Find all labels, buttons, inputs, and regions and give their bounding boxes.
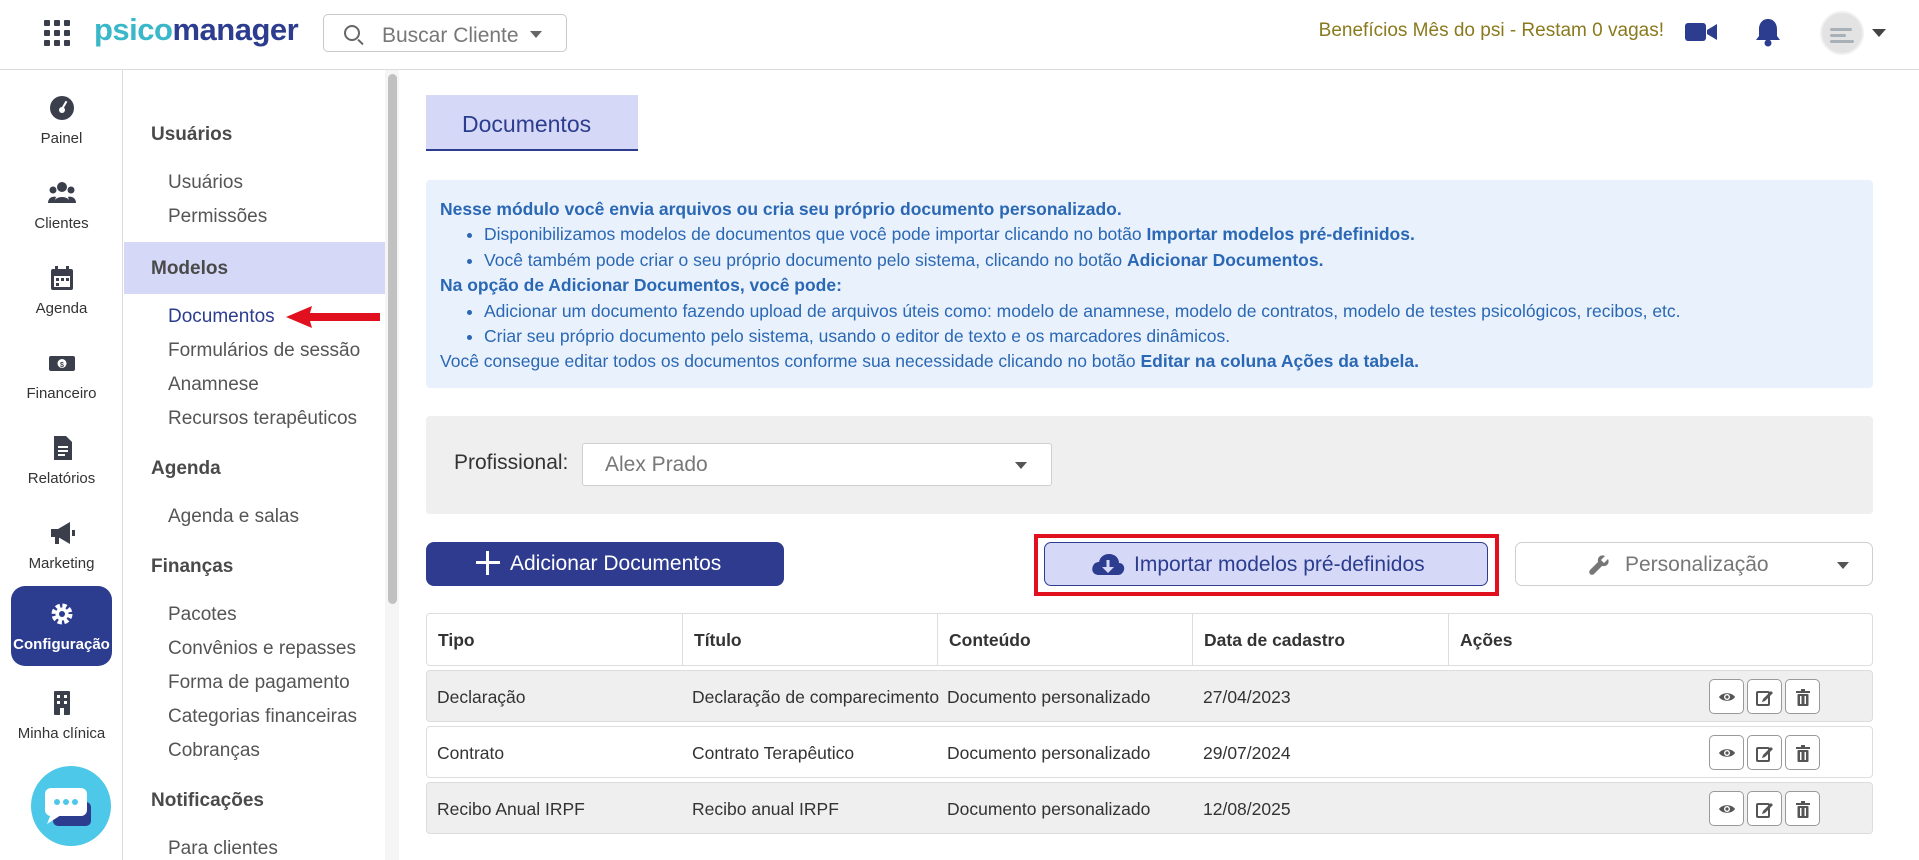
nav-label: Marketing: [28, 555, 95, 572]
search-placeholder: Buscar Cliente: [382, 24, 519, 47]
table-row: [426, 726, 1873, 778]
info-footer-bold: Editar na coluna Ações da tabela.: [1140, 351, 1419, 372]
logo-part-2: manager: [172, 12, 299, 47]
info-footer-text: Você consegue editar todos os documentos conforme sua necessidade clicando no botão: [440, 351, 1141, 372]
cloud-download-icon: [1091, 553, 1125, 577]
table-header: [426, 613, 1873, 666]
table-cell: Contrato: [437, 743, 505, 763]
tab-documentos[interactable]: [426, 95, 638, 151]
table-cell: Documento personalizado: [947, 687, 1151, 707]
info-bullet-text: Você também pode criar o seu próprio documento pelo sistema, clicando no botão: [484, 249, 1128, 270]
personalization-label: Personalização: [1625, 553, 1769, 576]
delete-button[interactable]: [1785, 791, 1820, 826]
report-icon: [48, 434, 76, 462]
nav-label: Clientes: [34, 215, 89, 232]
filter-panel: [426, 416, 1873, 514]
column-header-tipo[interactable]: Tipo: [427, 614, 683, 665]
add-documents-label: Adicionar Documentos: [510, 552, 722, 575]
sidebar-item-usuarios[interactable]: Usuários: [168, 172, 243, 193]
sidebar-group-notificacoes: Notificações: [151, 790, 264, 811]
table-body: [426, 670, 1873, 834]
sidebar-group-agenda: Agenda: [151, 458, 221, 479]
logo[interactable]: [94, 12, 298, 48]
column-header-acoes: Ações: [1460, 630, 1513, 650]
plus-icon: [476, 551, 500, 575]
table-cell: 12/08/2025: [1203, 799, 1291, 819]
nav-marketing[interactable]: [0, 505, 123, 585]
documents-table: [426, 613, 1873, 834]
edit-button[interactable]: [1747, 735, 1782, 770]
view-icon: [1718, 688, 1736, 706]
add-documents-button[interactable]: [426, 542, 784, 586]
nav-label: Financeiro: [26, 385, 97, 402]
edit-button[interactable]: [1747, 791, 1782, 826]
main-content: [400, 70, 1900, 860]
sidebar-item-para-clientes[interactable]: Para clientes: [168, 838, 278, 859]
nav-financeiro[interactable]: [0, 335, 123, 415]
chevron-down-icon: [1015, 462, 1027, 469]
main-nav-rail: [0, 70, 123, 860]
table-cell: Recibo Anual IRPF: [437, 799, 585, 819]
trash-icon: [1794, 688, 1812, 706]
info-intro: Nesse módulo você envia arquivos ou cria seu próprio documento personalizado.: [440, 199, 1122, 219]
edit-icon: [1756, 744, 1774, 762]
building-icon: [48, 689, 76, 717]
megaphone-icon: [48, 519, 76, 547]
view-button[interactable]: [1709, 735, 1744, 770]
view-button[interactable]: [1709, 791, 1744, 826]
tab-label: Documentos: [462, 111, 592, 137]
search-icon: [344, 25, 360, 41]
trash-icon: [1794, 744, 1812, 762]
table-cell: 29/07/2024: [1203, 743, 1291, 763]
sidebar-item-convenios[interactable]: Convênios e repasses: [168, 638, 356, 659]
chevron-down-icon: [1837, 562, 1849, 569]
red-arrow-annotation: [286, 306, 380, 328]
info-bullet: • Criar seu próprio documento pelo sistema, usando o editor de texto e os marcadores dinâmicos.: [484, 324, 1859, 349]
chevron-down-icon: [530, 31, 542, 38]
svg-text:$: $: [59, 362, 64, 369]
users-icon: [48, 179, 76, 207]
edit-icon: [1756, 800, 1774, 818]
table-cell: 27/04/2023: [1203, 687, 1291, 707]
chat-support-button[interactable]: [31, 766, 111, 846]
nav-relatorios[interactable]: [0, 420, 123, 500]
top-bar: [0, 0, 1919, 70]
sidebar-item-recursos[interactable]: Recursos terapêuticos: [168, 408, 358, 429]
nav-painel[interactable]: [0, 80, 123, 160]
settings-sidebar: [124, 70, 399, 860]
dashboard-icon: [48, 94, 76, 122]
profissional-value: Alex Prado: [605, 453, 708, 476]
nav-configuracao[interactable]: [11, 586, 112, 666]
nav-label: Painel: [40, 130, 83, 147]
sidebar-item-forma-pagamento[interactable]: Forma de pagamento: [168, 672, 350, 693]
info-bullet-bold: Importar modelos pré-definidos.: [1146, 224, 1415, 245]
chat-bubble-icon: [31, 766, 111, 846]
table-cell: Declaração de comparecimento: [692, 687, 940, 707]
profissional-select[interactable]: [582, 443, 1052, 486]
bell-icon[interactable]: [1754, 17, 1782, 47]
view-icon: [1718, 800, 1736, 818]
import-templates-label: Importar modelos pré-definidos: [1134, 553, 1425, 576]
table-row: [426, 670, 1873, 722]
edit-button[interactable]: [1747, 679, 1782, 714]
nav-label: Agenda: [35, 300, 88, 317]
nav-clientes[interactable]: [0, 165, 123, 245]
info-bullet: [484, 248, 1859, 273]
sidebar-item-categorias[interactable]: Categorias financeiras: [168, 706, 358, 727]
money-icon: [48, 349, 76, 377]
sidebar-group-financas: Finanças: [151, 556, 234, 577]
table-cell: Recibo anual IRPF: [692, 799, 839, 819]
info-footer: [440, 349, 1859, 374]
sidebar-item-agenda-salas[interactable]: Agenda e salas: [168, 506, 299, 527]
delete-button[interactable]: [1785, 679, 1820, 714]
wrench-icon: [1588, 554, 1610, 576]
nav-label: Minha clínica: [17, 725, 106, 742]
table-row: [426, 782, 1873, 834]
sidebar-item-cobrancas[interactable]: Cobranças: [168, 740, 260, 761]
profissional-label: Profissional:: [454, 451, 569, 474]
table-cell: Declaração: [437, 687, 526, 707]
column-header-titulo[interactable]: Título: [683, 614, 938, 665]
trash-icon: [1794, 800, 1812, 818]
personalization-dropdown[interactable]: [1515, 542, 1873, 586]
nav-label: Relatórios: [27, 470, 96, 487]
nav-minha-clinica[interactable]: [0, 675, 123, 755]
view-icon: [1718, 744, 1736, 762]
sidebar-group-modelos[interactable]: Modelos: [151, 258, 229, 279]
info-bullet-bold: Adicionar Documentos.: [1127, 249, 1324, 270]
logo-part-1: psico: [94, 12, 173, 47]
info-box: [426, 180, 1873, 388]
nav-agenda[interactable]: [0, 250, 123, 330]
info-bullet: [484, 222, 1859, 247]
sidebar-scrollbar-thumb[interactable]: [388, 74, 397, 604]
sidebar-item-anamnese[interactable]: Anamnese: [168, 374, 259, 395]
column-header-conteudo[interactable]: Conteúdo: [938, 614, 1193, 665]
table-cell: Contrato Terapêutico: [692, 743, 855, 763]
avatar[interactable]: [1820, 11, 1864, 55]
sidebar-item-documentos[interactable]: Documentos: [168, 306, 275, 327]
sidebar-item-formularios[interactable]: Formulários de sessão: [168, 340, 361, 361]
import-templates-button[interactable]: [1044, 542, 1488, 586]
sidebar-group-usuarios: Usuários: [151, 124, 233, 145]
search-client-select[interactable]: [323, 14, 567, 52]
sidebar-item-pacotes[interactable]: Pacotes: [168, 604, 237, 625]
info-bullet-text: Disponibilizamos modelos de documentos que você pode importar clicando no botão: [484, 224, 1147, 245]
apps-grid-icon[interactable]: [44, 20, 70, 46]
table-cell: Documento personalizado: [947, 799, 1151, 819]
calendar-icon: [48, 264, 76, 292]
chevron-down-icon[interactable]: [1872, 29, 1886, 37]
delete-button[interactable]: [1785, 735, 1820, 770]
table-cell: Documento personalizado: [947, 743, 1151, 763]
view-button[interactable]: [1709, 679, 1744, 714]
info-bullet: • Adicionar um documento fazendo upload de arquivos úteis como: modelo de anamnese, modelo de contratos, modelo de testes psicológicos, recibos, etc.: [484, 299, 1859, 324]
nav-label: Configuração: [13, 636, 110, 653]
column-header-data[interactable]: Data de cadastro: [1193, 614, 1449, 665]
video-camera-icon[interactable]: [1685, 22, 1717, 42]
promo-link[interactable]: Benefícios Mês do psi - Restam 0 vagas!: [1318, 20, 1664, 41]
gear-icon: [48, 600, 76, 628]
sidebar-item-permissoes[interactable]: Permissões: [168, 206, 268, 227]
edit-icon: [1756, 688, 1774, 706]
info-subheading: Na opção de Adicionar Documentos, você pode:: [440, 275, 842, 296]
